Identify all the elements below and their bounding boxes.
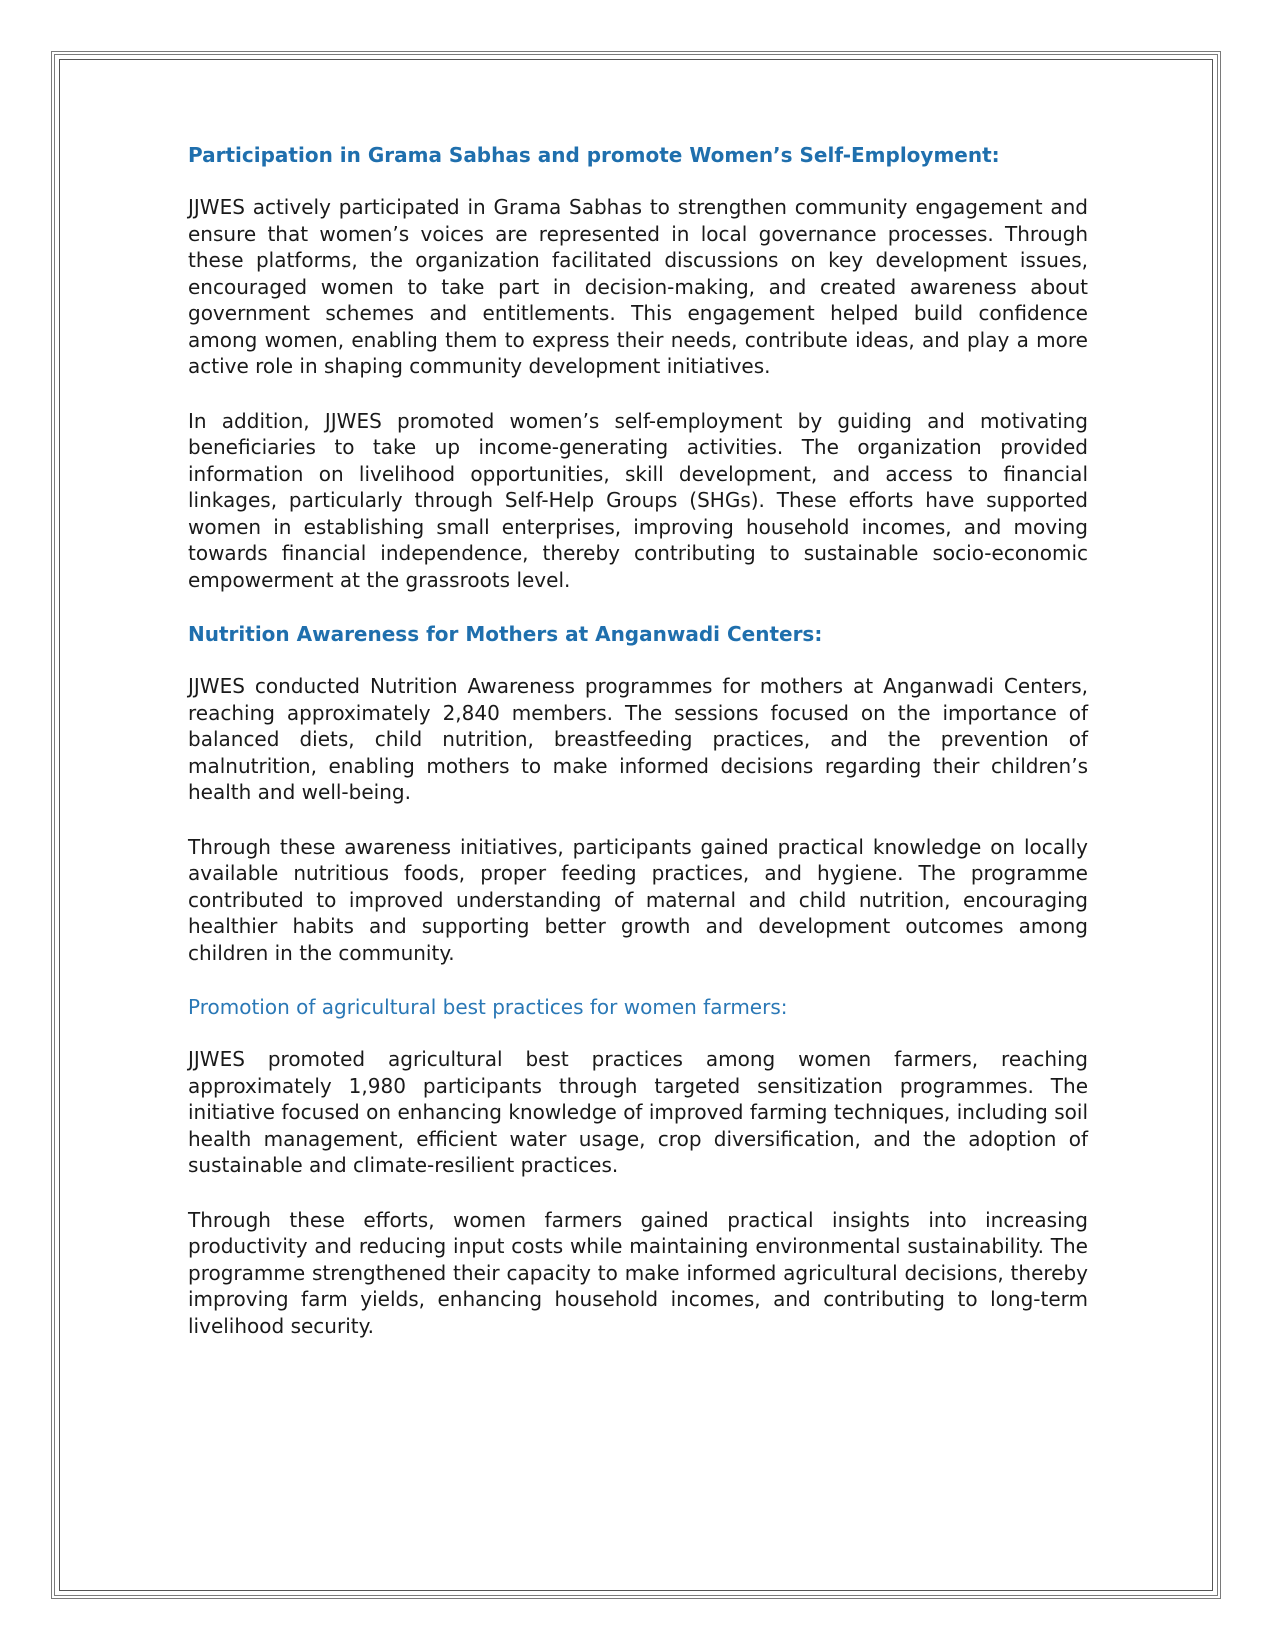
section-nutrition-awareness <box>188 621 1088 966</box>
paragraph: JJWES promoted agricultural best practices among women farmers, reaching approximately 1,980 participants through targeted sensitization programmes. The initiative focused on enhancing knowledge of improved farming techniques, including soil health management, efficient water usage, crop diversification, and the adoption of sustainable and climate-resilient practices. <box>188 1047 1088 1177</box>
section-heading: Nutrition Awareness for Mothers at Anganwadi Centers: <box>188 622 823 646</box>
paragraph: In addition, JJWES promoted women’s self-employment by guiding and motivating beneficiaries to take up income-generating activities. The organization provided information on livelihood opportunities, skill development, and access to financial linkages, particularly through Self-Help Groups (SHGs). These efforts have supported women in establishing small enterprises, improving household incomes, and moving towards financial independence, thereby contributing to sustainable socio-economic empowerment at the grassroots level. <box>188 408 1088 592</box>
document-body <box>188 142 1088 1339</box>
paragraph: JJWES conducted Nutrition Awareness programmes for mothers at Anganwadi Centers, reaching approximately 2,840 members. The sessions focused on the importance of balanced diets, child nutrition, breastfeeding practices, and the prevention of malnutrition, enabling mothers to make informed decisions regarding their children’s health and well-being. <box>188 674 1088 804</box>
section-heading: Participation in Grama Sabhas and promote Women’s Self-Employment: <box>188 143 1000 167</box>
paragraph: Through these efforts, women farmers gained practical insights into increasing productivity and reducing input costs while maintaining environmental sustainability. The programme strengthened their capacity to make informed agricultural decisions, thereby improving farm yields, enhancing household incomes, and contributing to long-term livelihood security. <box>188 1207 1088 1338</box>
paragraph: Through these awareness initiatives, participants gained practical knowledge on locally available nutritious foods, proper feeding practices, and hygiene. The programme contributed to improved understanding of maternal and child nutrition, encouraging healthier habits and supporting better growth and development outcomes among children in the community. <box>188 834 1088 965</box>
section-agricultural-practices <box>188 994 1088 1339</box>
section-grama-sabhas <box>188 142 1088 593</box>
section-heading: Promotion of agricultural best practices for women farmers: <box>188 995 788 1019</box>
paragraph: JJWES actively participated in Grama Sabhas to strengthen community engagement and ensure that women’s voices are represented in local governance processes. Through these platforms, the organization facilitated discussions on key development issues, encouraged women to take part in decision-making, and created awareness about government schemes and entitlements. This engagement helped build confidence among women, enabling them to express their needs, contribute ideas, and play a more active role in shaping community development initiatives. <box>188 195 1088 378</box>
